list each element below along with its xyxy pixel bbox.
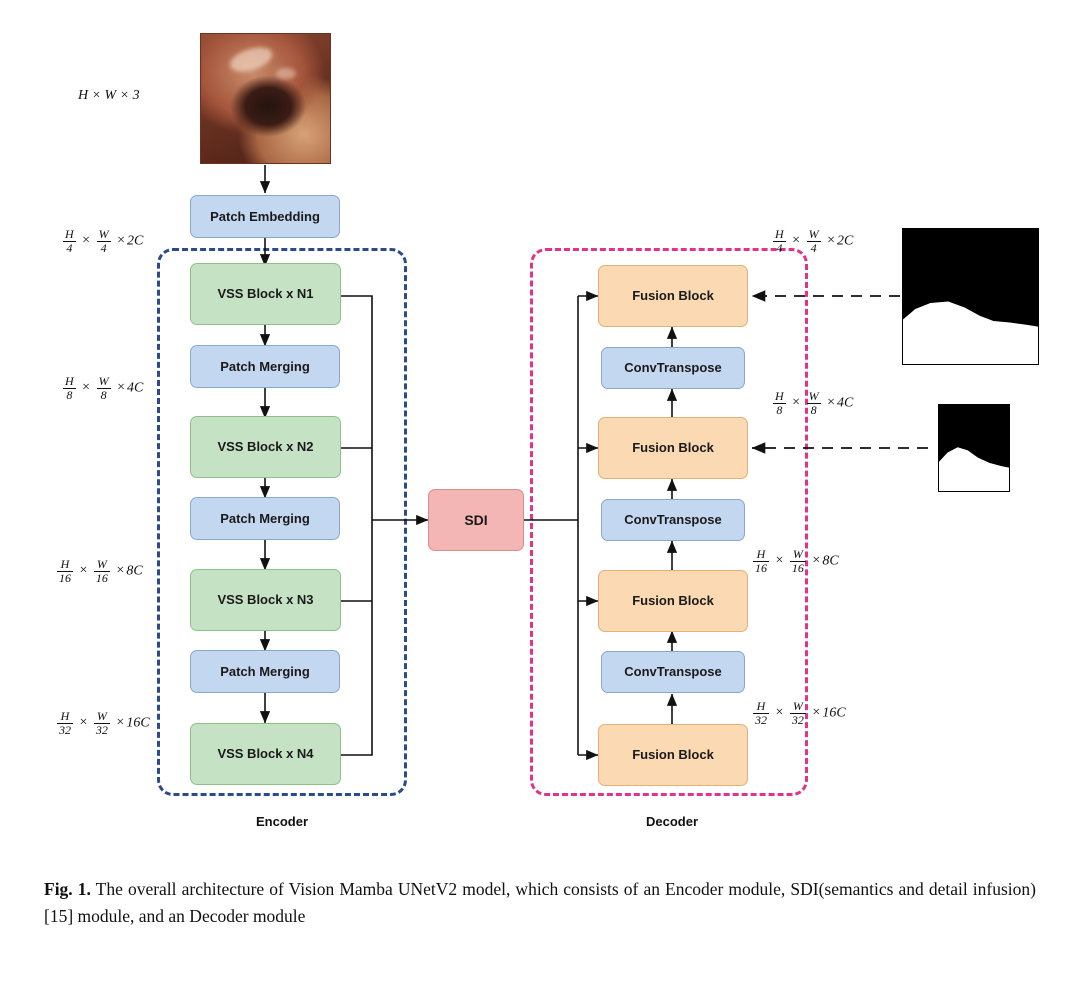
block-vss-1: VSS Block x N1	[190, 263, 341, 325]
image-glare	[227, 43, 275, 76]
decoder-group-label: Decoder	[645, 814, 699, 829]
ground-truth-mask-large	[902, 228, 1039, 365]
block-vss-2: VSS Block x N2	[190, 416, 341, 478]
block-fusion-2: Fusion Block	[598, 417, 748, 479]
input-shape-label: H × W × 3	[78, 88, 140, 103]
block-patch-embedding: Patch Embedding	[190, 195, 340, 238]
figure-caption	[44, 876, 1036, 930]
encoder-group-label: Encoder	[255, 814, 308, 829]
block-patch-merging-2: Patch Merging	[190, 497, 340, 540]
scale-label-encoder-8: $\frac{H}{8}$ × $\frac{W}{8}$ × 4C	[65, 374, 144, 402]
scale-label-encoder-32: $\frac{H}{32}$ × $\frac{W}{32}$ × 16C	[59, 709, 150, 737]
mask-region	[939, 441, 1010, 492]
caption-text: The overall architecture of Vision Mamba UNetV2 model, which consists of an Encoder module, SDI(semantics and detail infusion) [15] module, and an Decoder module	[44, 879, 1036, 927]
block-vss-3: VSS Block x N3	[190, 569, 341, 631]
scale-label-decoder-8: $\frac{H}{8}$ × $\frac{W}{8}$ × 4C	[775, 389, 854, 417]
caption-prefix: Fig. 1.	[44, 879, 91, 899]
block-patch-merging-3: Patch Merging	[190, 650, 340, 693]
scale-label-encoder-16: $\frac{H}{16}$ × $\frac{W}{16}$ × 8C	[59, 557, 143, 585]
block-convtranspose-3: ConvTranspose	[601, 651, 745, 693]
block-fusion-3: Fusion Block	[598, 570, 748, 632]
scale-label-decoder-4: $\frac{H}{4}$ × $\frac{W}{4}$ × 2C	[775, 227, 854, 255]
block-vss-4: VSS Block x N4	[190, 723, 341, 785]
image-glare-secondary	[276, 68, 297, 80]
scale-label-decoder-32: $\frac{H}{32}$ × $\frac{W}{32}$ × 16C	[755, 699, 846, 727]
scale-label-encoder-4: $\frac{H}{4}$ × $\frac{W}{4}$ × 2C	[65, 227, 144, 255]
block-convtranspose-2: ConvTranspose	[601, 499, 745, 541]
block-fusion-4: Fusion Block	[598, 724, 748, 786]
input-endoscopy-image	[200, 33, 331, 164]
mask-region	[903, 291, 1039, 365]
scale-label-decoder-16: $\frac{H}{16}$ × $\frac{W}{16}$ × 8C	[755, 547, 839, 575]
block-convtranspose-1: ConvTranspose	[601, 347, 745, 389]
block-sdi: SDI	[428, 489, 524, 551]
block-patch-merging-1: Patch Merging	[190, 345, 340, 388]
ground-truth-mask-small	[938, 404, 1010, 492]
block-fusion-1: Fusion Block	[598, 265, 748, 327]
